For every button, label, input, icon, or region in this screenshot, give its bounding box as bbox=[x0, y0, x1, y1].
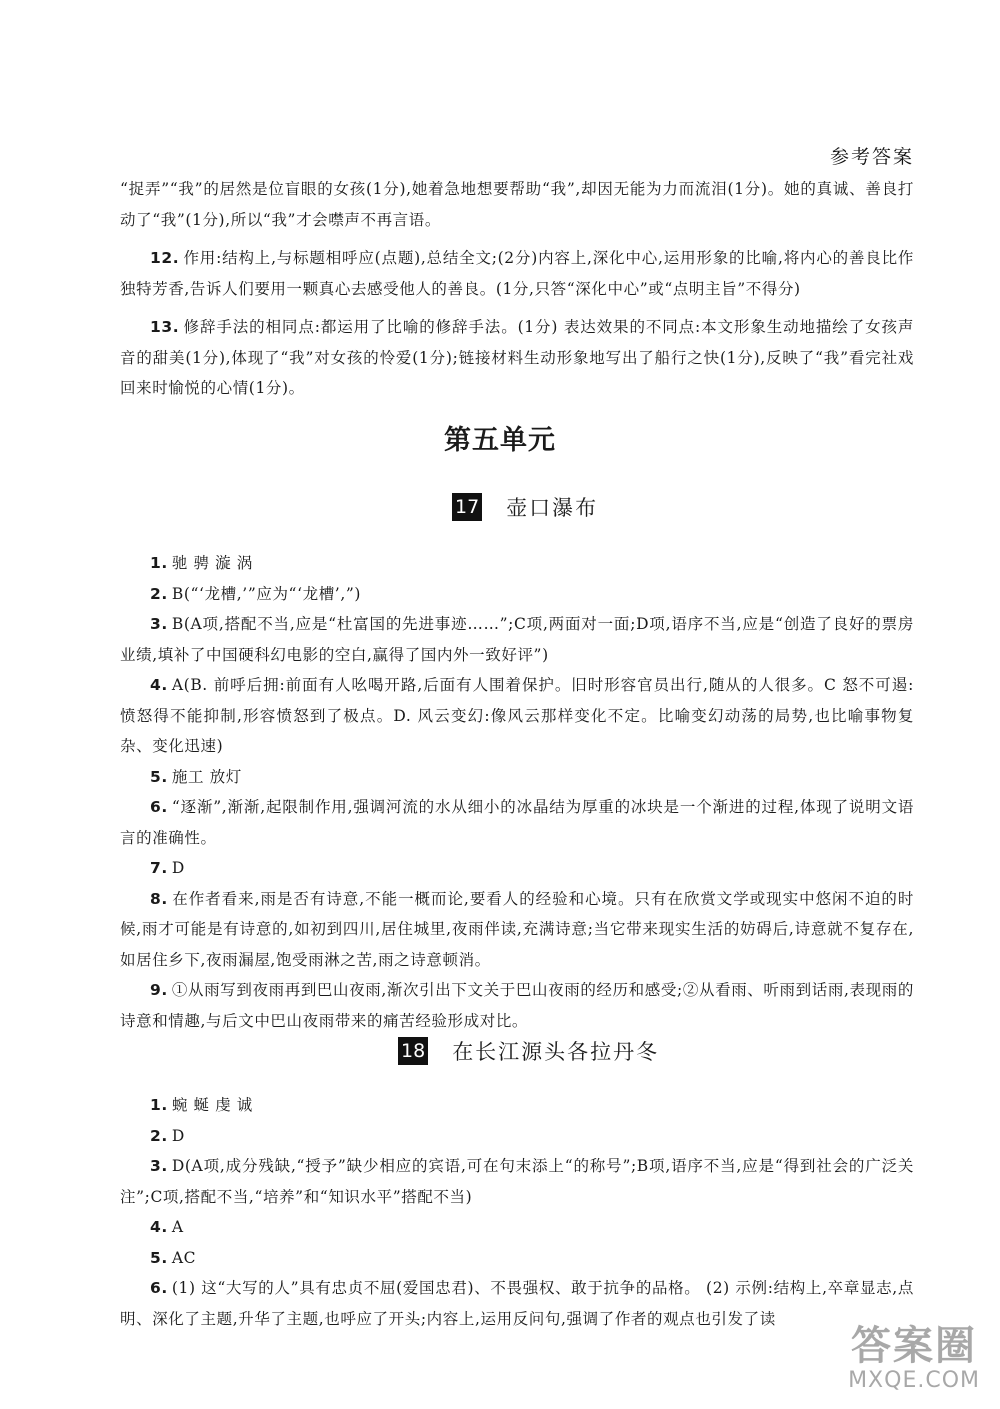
answer-item bbox=[120, 792, 914, 853]
answer-text: ①从雨写到夜雨再到巴山夜雨,渐次引出下文关于巴山夜雨的经历和感受;②从看雨、听雨到话雨,表现雨的诗意和情趣,与后文中巴山夜雨带来的痛苦经验形成对比。 bbox=[120, 981, 914, 1030]
answer-text: 在作者看来,雨是否有诗意,不能一概而论,要看人的经验和心境。只有在欣赏文学或现实中悠闲不迫的时候,雨才可能是有诗意的,如初到四川,居住城里,夜雨伴读,充满诗意;当它带来现实生活的妨碍后,诗意就不复存在,如居住乡下,夜雨漏屋,饱受雨淋之苦,雨之诗意顿消。 bbox=[120, 889, 914, 969]
answer-item bbox=[120, 1243, 914, 1274]
answer-number: 6. bbox=[150, 798, 168, 816]
answer-item-13 bbox=[120, 312, 914, 404]
answer-number: 5. bbox=[150, 1248, 168, 1267]
lesson-18-answers bbox=[120, 1090, 914, 1334]
answer-item bbox=[120, 762, 914, 793]
lesson-title: 在长江源头各拉丹冬 bbox=[452, 1040, 660, 1064]
answer-item bbox=[120, 579, 914, 610]
answer-text: A bbox=[171, 1218, 184, 1236]
answer-text: A(B. 前呼后拥:前面有人吆喝开路,后面有人围着保护。旧时形容官员出行,随从的人很多。C 怒不可遏:愤怒得不能抑制,形容愤怒到了极点。D. 风云变幻:像风云那样变化不定。比喻变幻动荡的局势,也比喻事物复杂、变化迅速) bbox=[120, 676, 914, 755]
answer-number: 5. bbox=[150, 767, 168, 786]
watermark-logo: 答案圈 bbox=[851, 1323, 978, 1369]
answer-number: 8. bbox=[150, 889, 168, 908]
lesson-17-heading bbox=[452, 492, 598, 522]
answer-text: 修辞手法的相同点:都运用了比喻的修辞手法。(1分) 表达效果的不同点:本文形象生动地描绘了女孩声音的甜美(1分),体现了“我”对女孩的怜爱(1分);链接材料生动形象地写出了船行之快(1分),反映了“我”看完社戏回来时愉悦的心情(1分)。 bbox=[120, 318, 914, 397]
answer-text: D(A项,成分残缺,“授予”缺少相应的宾语,可在句末添上“的称号”;B项,语序不当,应是“得到社会的广泛关注”;C项,搭配不当,“培养”和“知识水平”搭配不当) bbox=[120, 1157, 914, 1206]
answer-text: 作用:结构上,与标题相呼应(点题),总结全文;(2分)内容上,深化中心,运用形象的比喻,将内心的善良比作独特芳香,告诉人们要用一颗真心去感受他人的善良。(1分,只答“深化中心”或“点明主旨”不得分) bbox=[120, 249, 914, 298]
answer-item bbox=[120, 884, 914, 976]
answer-number: 9. bbox=[150, 981, 168, 999]
answer-item bbox=[120, 1121, 914, 1152]
answer-number: 1. bbox=[150, 554, 168, 572]
answer-text: B(A项,搭配不当,应是“杜富国的先进事迹……”;C项,两面对一面;D项,语序不当,应是“创造了良好的票房业绩,填补了中国硬科幻电影的空白,赢得了国内外一致好评”) bbox=[120, 615, 914, 664]
site-watermark bbox=[848, 1324, 980, 1393]
answer-item bbox=[120, 975, 914, 1036]
lesson-17-answers bbox=[120, 548, 914, 1036]
previous-lesson-answers bbox=[120, 174, 914, 404]
answer-number: 12. bbox=[150, 249, 180, 267]
answer-number: 1. bbox=[150, 1096, 168, 1114]
answer-item bbox=[120, 1273, 914, 1334]
watermark-url: MXQE.COM bbox=[848, 1368, 980, 1393]
answer-number: 3. bbox=[150, 615, 168, 633]
answer-item bbox=[120, 670, 914, 762]
answer-number: 2. bbox=[150, 584, 168, 603]
answer-text: AC bbox=[171, 1248, 197, 1267]
answer-number: 3. bbox=[150, 1157, 168, 1175]
answer-item bbox=[120, 1090, 914, 1121]
lesson-18-heading bbox=[398, 1036, 659, 1066]
answer-text: 施工 放灯 bbox=[171, 767, 242, 786]
answer-text: D bbox=[171, 1126, 185, 1145]
answer-item-12 bbox=[120, 243, 914, 304]
answer-text: D bbox=[171, 859, 185, 877]
answer-number: 13. bbox=[150, 318, 180, 336]
answer-item bbox=[120, 853, 914, 884]
answer-text: 驰 骋 漩 涡 bbox=[171, 554, 253, 572]
lesson-title: 壶口瀑布 bbox=[506, 496, 599, 520]
lesson-number-badge: 18 bbox=[398, 1037, 428, 1065]
answer-text: B(“‘龙槽,’”应为“‘龙槽’,”) bbox=[171, 584, 362, 603]
answer-item bbox=[120, 1212, 914, 1243]
answer-item bbox=[120, 1151, 914, 1212]
answer-number: 7. bbox=[150, 859, 168, 877]
answer-number: 4. bbox=[150, 676, 168, 694]
answer-item bbox=[120, 609, 914, 670]
answer-text: (1) 这“大写的人”具有忠贞不屈(爱国忠君)、不畏强权、敢于抗争的品格。 (2) 示例:结构上,卒章显志,点明、深化了主题,升华了主题,也呼应了开头;内容上,运用反问句,强调了作者的观点也引发了读 bbox=[120, 1279, 914, 1328]
page-header-title: 参考答案 bbox=[829, 146, 914, 168]
answer-item bbox=[120, 548, 914, 579]
answer-paragraph: “捉弄”“我”的居然是位盲眼的女孩(1分),她着急地想要帮助“我”,却因无能为力而流泪(1分)。她的真诚、善良打动了“我”(1分),所以“我”才会噤声不再言语。 bbox=[120, 180, 914, 229]
answer-number: 2. bbox=[150, 1126, 168, 1145]
lesson-number-badge: 17 bbox=[452, 493, 482, 521]
answer-number: 6. bbox=[150, 1279, 168, 1297]
answer-text: “逐渐”,渐渐,起限制作用,强调河流的水从细小的冰晶结为厚重的冰块是一个渐进的过程,体现了说明文语言的准确性。 bbox=[120, 798, 914, 847]
answer-number: 4. bbox=[150, 1218, 168, 1236]
unit-title: 第五单元 bbox=[444, 425, 556, 456]
answer-text: 蜿 蜒 虔 诚 bbox=[171, 1096, 253, 1114]
